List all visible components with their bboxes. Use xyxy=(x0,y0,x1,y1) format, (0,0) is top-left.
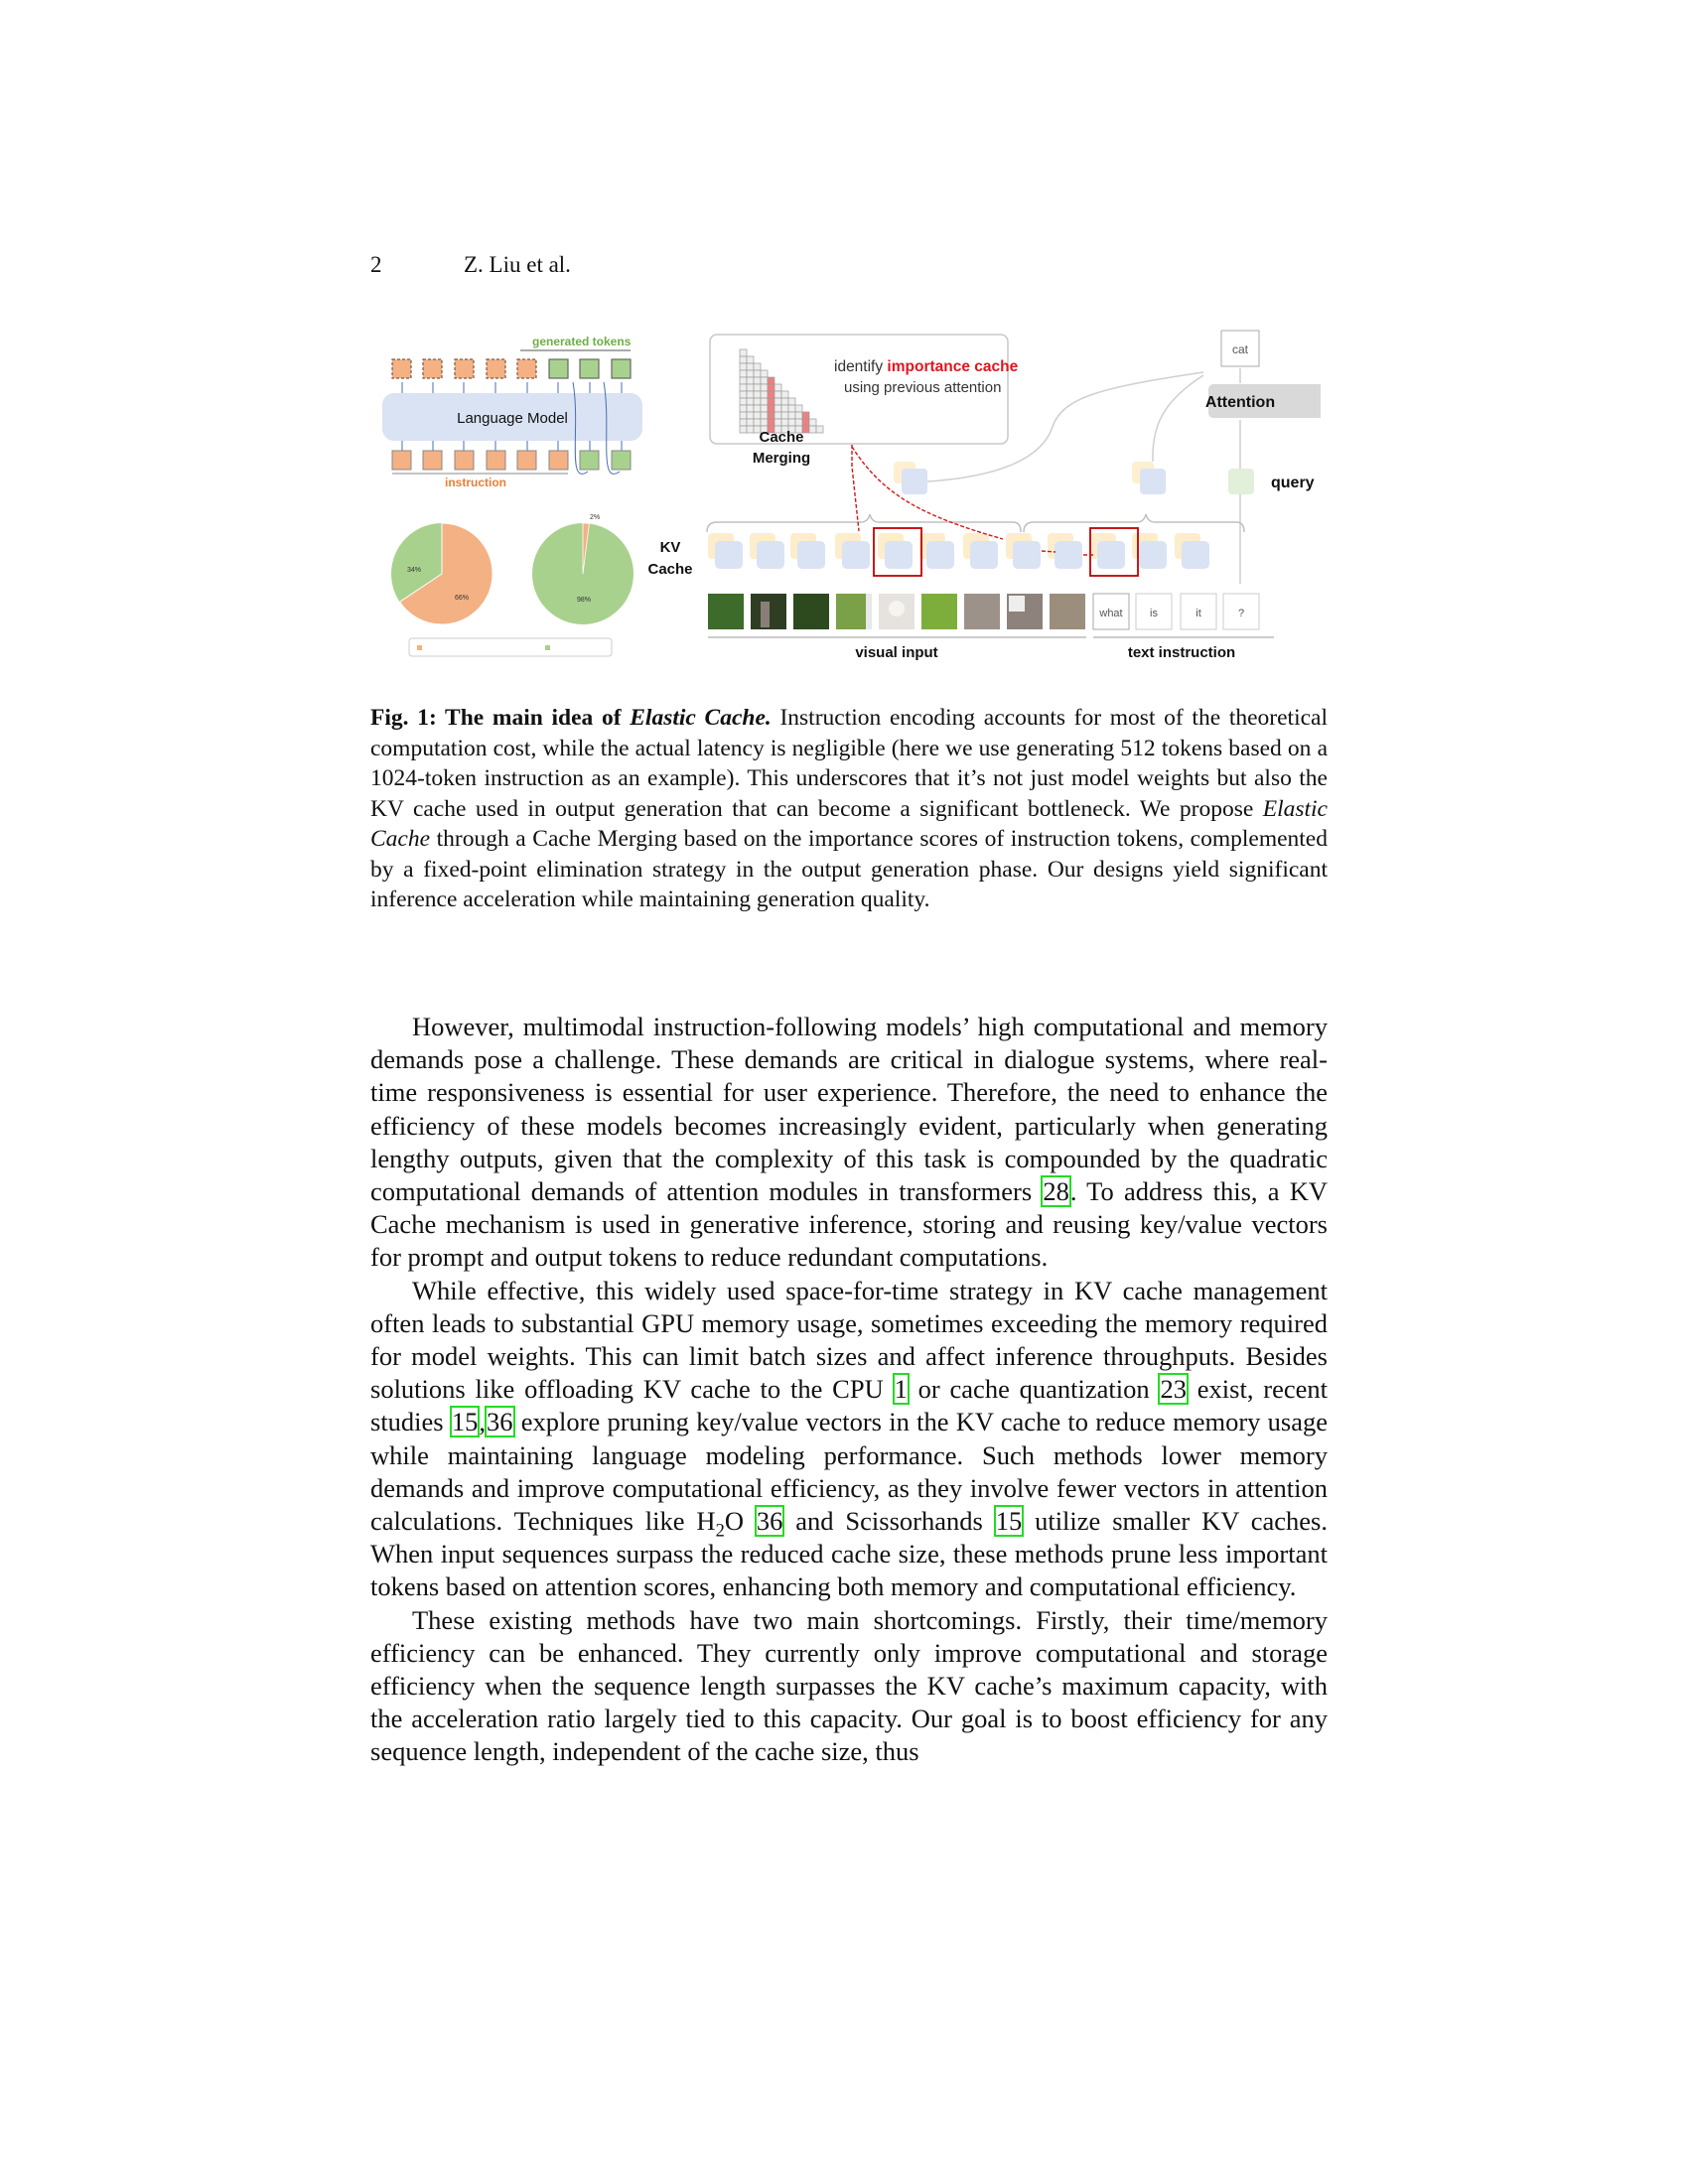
svg-text:66%: 66% xyxy=(455,595,470,602)
kv-label-2: Cache xyxy=(647,561,693,578)
paragraph-3: These existing methods have two main shortcomings. Firstly, their time/memory efficiency can be enhanced. They currently only improve computational and storage efficiency when the sequence length surpasses the KV cache’s maximum capacity, with the acceleration ratio largely tied to this capacity. Our goal is to boost efficiency for any sequence length, independent of the cache size, thus xyxy=(370,1604,1328,1767)
language-model-label: Language Model xyxy=(457,410,568,427)
text-instruction-tokens xyxy=(1093,594,1274,661)
visual-input-patches xyxy=(708,594,1086,661)
visual-input-label: visual input xyxy=(855,644,938,661)
importance-cache-box xyxy=(710,335,1019,444)
importance-text-line1: identify importance cache xyxy=(834,358,1019,375)
figure-1 xyxy=(367,328,1321,665)
citation-link[interactable]: 36 xyxy=(487,1407,513,1437)
paragraph-2: While effective, this widely used space-for-time strategy in KV cache management often leads to substantial GPU memory usage, sometimes exceeding the memory required for model weights. This can limit batch sizes and affect inference throughputs. Besides solutions like offloading KV cache to the CPU 1 or cache quantization 23 exist, recent studies 15,36 explore pruning key/value vectors in the KV cache to reduce memory usage while maintaining language modeling performance. Such methods lower memory demands and improve computational efficiency, as they involve fewer vectors in attention calculations. Techniques like $H_2O$ 36 and Scissorhands 15 utilize smaller KV caches. When input sequences surpass the reduced cache size, these methods prune less important tokens based on attention scores, enhancing both memory and computational efficiency. xyxy=(370,1275,1328,1602)
flops-pie-chart xyxy=(391,523,492,624)
cache-merging-label-2: Merging xyxy=(752,450,811,467)
body-text xyxy=(370,1011,1328,1769)
citation-link[interactable]: 23 xyxy=(1160,1374,1187,1405)
svg-text:what: what xyxy=(1099,608,1123,619)
citation-link[interactable]: 1 xyxy=(894,1374,908,1405)
output-token-cat: cat xyxy=(1231,342,1249,356)
running-authors: Z. Liu et al. xyxy=(464,252,571,277)
cache-merging-label-1: Cache xyxy=(759,429,804,446)
svg-text:34%: 34% xyxy=(407,567,422,574)
query-label: query xyxy=(1271,475,1315,491)
language-model-diagram xyxy=(382,335,642,489)
importance-text-line2: using previous attention xyxy=(844,379,1002,396)
latency-pie-chart xyxy=(532,514,633,624)
svg-text:?: ? xyxy=(1237,608,1245,619)
svg-text:2%: 2% xyxy=(590,514,601,521)
page-number: 2 xyxy=(370,252,382,277)
citation-link[interactable]: 36 xyxy=(756,1506,783,1537)
text-instruction-label: text instruction xyxy=(1127,644,1236,661)
svg-text:98%: 98% xyxy=(577,597,592,604)
svg-text:it: it xyxy=(1196,608,1201,619)
kv-cache-row xyxy=(708,528,1209,576)
generated-tokens-label: generated tokens xyxy=(532,335,632,348)
citation-link[interactable]: 28 xyxy=(1043,1176,1069,1207)
attention-label: Attention xyxy=(1204,394,1276,411)
paragraph-1: However, multimodal instruction-following models’ high computational and memory demands pose a challenge. These demands are critical in dialogue systems, where real-time responsiveness is essential for user experience. Therefore, the need to enhance the efficiency of these models becomes increasingly evident, particularly when generating lengthy outputs, given that the complexity of this task is compounded by the quadratic computational demands of attention modules in transformers 28. To address this, a KV Cache mechanism is used in generative inference, storing and reusing key/value vectors for prompt and output tokens to reduce redundant computations. xyxy=(370,1012,1328,1273)
caption-fig-label: Fig. 1: xyxy=(370,705,437,731)
citation-link[interactable]: 15 xyxy=(995,1506,1023,1537)
figure-caption: Fig. 1: The main idea of Elastic Cache. Instruction encoding accounts for most of the theoretical computation cost, while the actual latency is negligible (here we use generating 512 tokens based on a 1024-token instruction as an example). This underscores that it’s not just model weights but also the KV cache used in output generation that can become a significant bottleneck. We propose Elastic Cache through a Cache Merging based on the importance scores of instruction tokens, complemented by a fixed-point elimination strategy in the output generation phase. Our designs yield significant inference acceleration while maintaining generation quality. xyxy=(370,705,1328,912)
instruction-label: instruction xyxy=(445,476,506,489)
caption-title: Elastic Cache. xyxy=(630,705,772,731)
svg-text:is: is xyxy=(1150,608,1158,619)
citation-link[interactable]: 15 xyxy=(451,1407,479,1437)
pie-legend xyxy=(409,638,612,656)
kv-label-1: KV xyxy=(659,539,681,556)
